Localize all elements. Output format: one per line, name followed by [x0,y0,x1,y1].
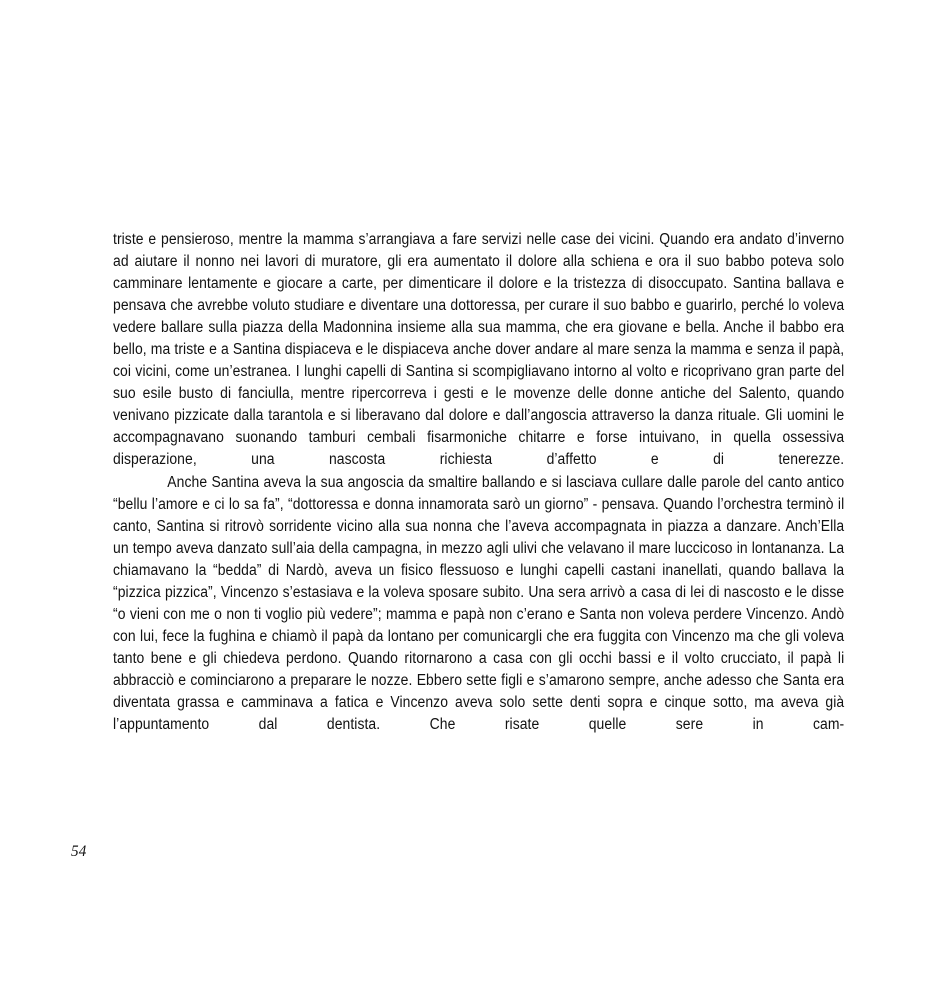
body-paragraph: Anche Santina aveva la sua angoscia da smaltire ballando e si lasciava cullare dalle parole del canto antico “bellu l’amore e ci lo sa fa”, “dottoressa e donna innamorata sarò un giorno” - pensava. Quando l’orchestra terminò il canto, Santina si ritrovò sorridente vicino alla sua nonna che l’aveva accompagnata in piazza a danzare. Anch’Ella un tempo aveva danzato sull’aia della campagna, in mezzo agli ulivi che velavano il mare luccicoso in lontananza. La chiamavano la “bedda” di Nardò, aveva un fisico flessuoso e lunghi capelli castani inanellati, quando ballava la “pizzica pizzica”, Vincenzo s’estasiava e la voleva sposare subito. Una sera arrivò a casa di lei di nascosto e le disse “o vieni con me o non ti voglio più vedere”; mamma e papà non c’erano e Santa non voleva perdere Vincenzo. Andò con lui, fece la fughina e chiamò il papà da lontano per comunicargli che era fuggita con Vincenzo ma che gli voleva tanto bene e gli chiedeva perdono. Quando ritornarono a casa con gli occhi bassi e il volto crucciato, il papà li abbracciò e cominciarono a preparare le nozze. Ebbero sette figli e s’amarono sempre, anche adesso che Santa era diventata grassa e camminava a fatica e Vincenzo aveva solo sette denti sopra e cinque sotto, ma aveva già l’appuntamento dal dentista. Che risate quelle sere in cam- [113,473,845,734]
page-number: 54 [71,843,87,860]
body-text-column [113,229,845,736]
body-paragraph: triste e pensieroso, mentre la mamma s’arrangiava a fare servizi nelle case dei vicini. Quando era andato d’inverno ad aiutare il nonno nei lavori di muratore, gli era aumentato il dolore alla schiena e ora il suo babbo poteva solo camminare lentamente e giocare a carte, per dimenticare il dolore e la tristezza di disoccupato. Santina ballava e pensava che avrebbe voluto studiare e diventare una dottoressa, per curare il suo babbo e guarirlo, perché lo voleva vedere ballare sulla piazza della Madonnina insieme alla sua mamma, che era giovane e bella. Anche il babbo era bello, ma triste e a Santina dispiaceva e le dispiaceva anche dover andare al mare senza la mamma e senza il papà, coi vicini, come un’estranea. I lunghi capelli di Santina si scompigliavano intorno al volto e ricoprivano gran parte del suo esile busto di fanciulla, mentre ripercorreva i gesti e le movenze delle donne antiche del Salento, quando venivano pizzicate dalla tarantola e si liberavano dal dolore e dall’angoscia attraverso la danza rituale. Gli uomini le accompagnavano suonando tamburi cembali fisarmoniche chitarre e forse intuivano, in quella ossessiva disperazione, una nascosta richiesta d’affetto e di tenerezze. [113,231,845,469]
